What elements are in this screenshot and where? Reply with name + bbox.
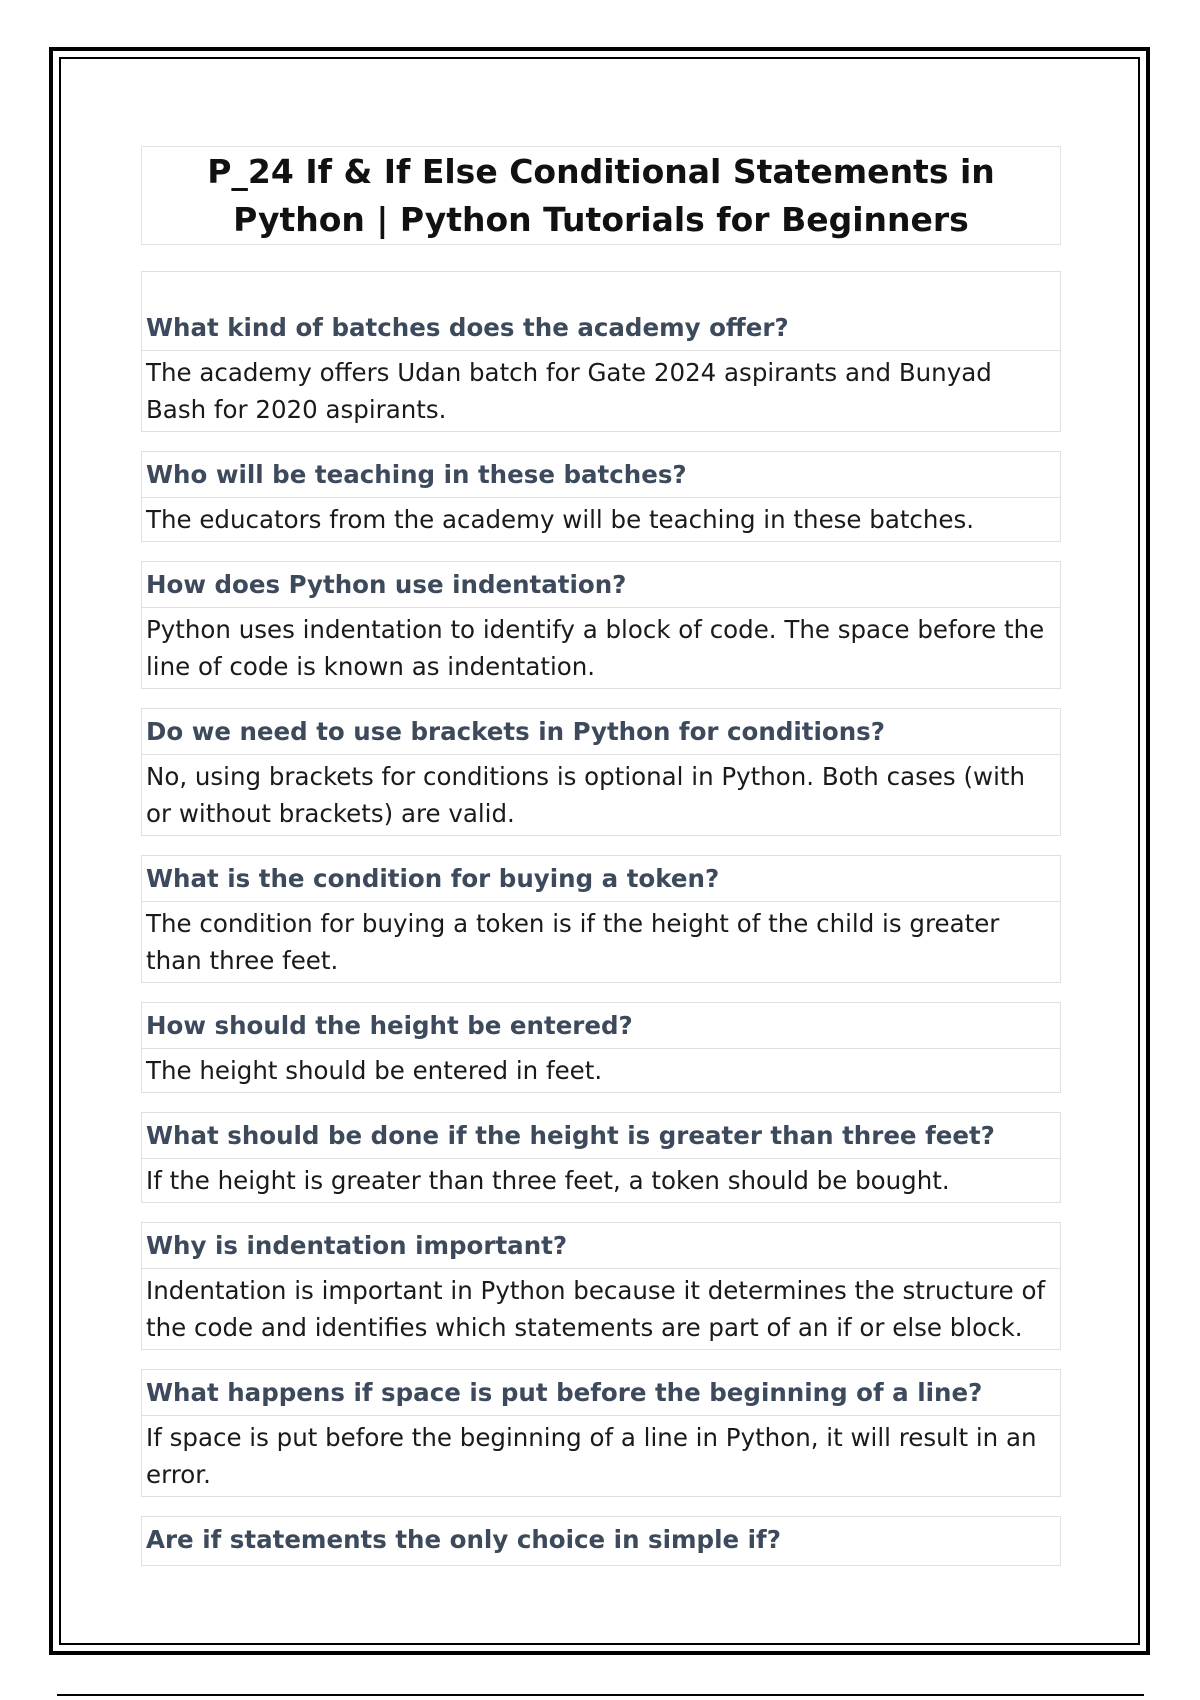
footer-divider [57,1694,1144,1696]
faq-answer: The condition for buying a token is if the height of the child is greater than three feet. [146,909,1000,975]
faq-question: How does Python use indentation? [142,562,1060,608]
faq-item [141,271,1061,432]
faq-question: Why is indentation important? [142,1223,1060,1269]
faq-item [141,1516,1061,1566]
document-title: P_24 If & If Else Conditional Statements in Python | Python Tutorials for Beginners [207,151,995,239]
faq-question: What is the condition for buying a token? [142,856,1060,902]
faq-answer: The height should be entered in feet. [146,1056,603,1085]
faq-item [141,1222,1061,1350]
faq-answer: Indentation is important in Python because it determines the structure of the code and identifies which statements are part of an if or else block. [146,1276,1046,1342]
faq-item [141,1002,1061,1093]
faq-question: How should the height be entered? [142,1003,1060,1049]
faq-question: Are if statements the only choice in simple if? [146,1525,781,1554]
faq-answer: The academy offers Udan batch for Gate 2024 aspirants and Bunyad Bash for 2020 aspirants. [146,358,992,424]
faq-answer: If space is put before the beginning of a line in Python, it will result in an error. [146,1423,1037,1489]
faq-item [141,855,1061,983]
faq-item [141,451,1061,542]
faq-answer: Python uses indentation to identify a block of code. The space before the line of code is known as indentation. [146,615,1045,681]
faq-question: Who will be teaching in these batches? [142,452,1060,498]
faq-item [141,1369,1061,1497]
faq-question: What happens if space is put before the beginning of a line? [142,1370,1060,1416]
faq-item [141,1112,1061,1203]
faq-item [141,561,1061,689]
faq-question: What should be done if the height is greater than three feet? [142,1113,1060,1159]
faq-answer: The educators from the academy will be teaching in these batches. [146,505,975,534]
faq-answer: No, using brackets for conditions is optional in Python. Both cases (with or without brackets) are valid. [146,762,1026,828]
faq-question: What kind of batches does the academy offer? [142,272,1060,351]
document-title-box [141,146,1061,245]
faq-item [141,708,1061,836]
faq-question: Do we need to use brackets in Python for conditions? [142,709,1060,755]
faq-answer: If the height is greater than three feet, a token should be bought. [146,1166,950,1195]
faq-list [141,271,1061,1585]
